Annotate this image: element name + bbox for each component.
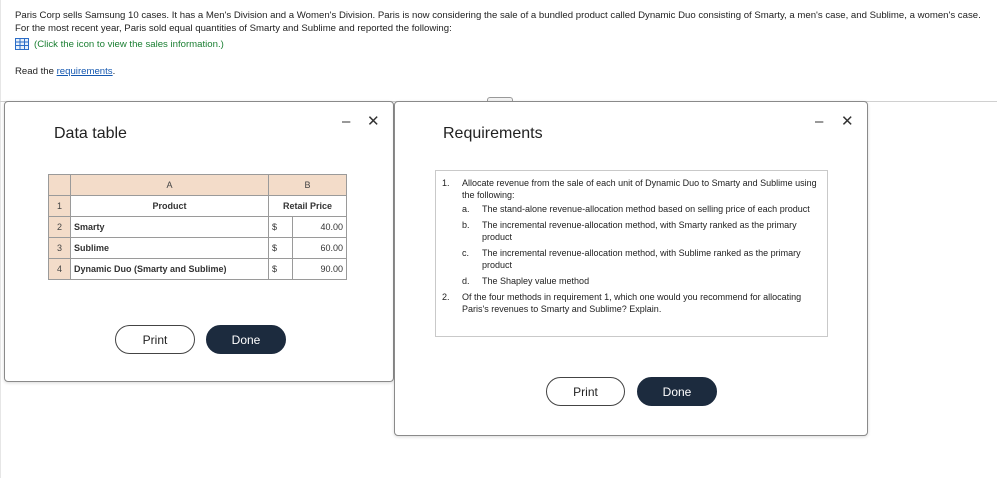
data-table-title: Data table [54, 125, 127, 142]
sub-requirement [462, 219, 819, 243]
row-number: 3 [49, 238, 71, 259]
sub-text: The incremental revenue-allocation method, with Sublime ranked as the primary product [482, 248, 801, 270]
requirement-text: Allocate revenue from the sale of each unit of Dynamic Duo to Smarty and Sublime using the following: [462, 178, 817, 200]
requirement-item [442, 177, 819, 201]
table-row [49, 259, 347, 280]
dollar-sign: $ [269, 238, 293, 259]
close-icon[interactable]: ✕ [841, 113, 854, 130]
page-left-border [0, 0, 1, 478]
sub-letter: c. [462, 248, 470, 258]
retail-price: 40.00 [293, 217, 347, 238]
table-row [49, 196, 347, 217]
dollar-sign: $ [269, 217, 293, 238]
sales-info-text[interactable]: (Click the icon to view the sales information.) [34, 38, 224, 50]
column-b-header: B [269, 175, 347, 196]
column-a-header: A [71, 175, 269, 196]
print-button[interactable]: Print [546, 377, 625, 406]
print-button[interactable]: Print [115, 325, 195, 354]
minimize-icon[interactable]: – [815, 113, 824, 130]
requirements-title: Requirements [443, 125, 543, 142]
done-button[interactable]: Done [637, 377, 717, 406]
requirements-link[interactable]: requirements [56, 66, 113, 77]
done-button[interactable]: Done [206, 325, 286, 354]
product-name: Sublime [71, 238, 269, 259]
requirement-number: 2. [442, 292, 450, 302]
sub-letter: a. [462, 204, 470, 214]
read-requirements-line [15, 66, 115, 77]
table-row [49, 217, 347, 238]
sub-letter: b. [462, 220, 470, 230]
requirement-number: 1. [442, 178, 450, 188]
product-header: Product [71, 196, 269, 217]
data-table-dialog [4, 101, 394, 382]
problem-intro-text: Paris Corp sells Samsung 10 cases. It has a Men's Division and a Women's Division. Paris is now considering the sale of a bundled product called Dynamic Duo consisting of Smarty, a men's case, and Sublime, a women's case. For the most recent year, Paris sold equal quantities of Smarty and Sublime and reported the following: [15, 10, 981, 34]
sales-data-table [48, 174, 347, 280]
sub-requirement [462, 203, 819, 215]
sub-requirement [462, 247, 819, 271]
product-name: Smarty [71, 217, 269, 238]
retail-price-header: Retail Price [269, 196, 347, 217]
table-grid-icon[interactable] [15, 38, 29, 50]
sub-requirement [462, 275, 819, 287]
row-number: 1 [49, 196, 71, 217]
column-header-row [49, 175, 347, 196]
dollar-sign: $ [269, 259, 293, 280]
read-prefix: Read the [15, 66, 57, 77]
close-icon[interactable]: ✕ [367, 113, 380, 130]
row-number: 4 [49, 259, 71, 280]
sub-text: The incremental revenue-allocation method, with Smarty ranked as the primary product [482, 220, 797, 242]
row-number: 2 [49, 217, 71, 238]
table-row [49, 238, 347, 259]
sales-info-link[interactable] [15, 38, 224, 50]
retail-price: 60.00 [293, 238, 347, 259]
sub-letter: d. [462, 276, 470, 286]
sub-text: The stand-alone revenue-allocation method based on selling price of each product [482, 204, 810, 214]
product-name: Dynamic Duo (Smarty and Sublime) [71, 259, 269, 280]
minimize-icon[interactable]: – [342, 113, 351, 130]
retail-price: 90.00 [293, 259, 347, 280]
read-suffix: . [112, 66, 116, 77]
requirements-list [435, 170, 828, 337]
corner-cell [49, 175, 71, 196]
requirement-item [442, 291, 819, 315]
sub-text: The Shapley value method [482, 276, 590, 286]
requirement-text: Of the four methods in requirement 1, which one would you recommend for allocating Paris's revenues to Smarty and Sublime? Explain. [462, 292, 802, 314]
requirements-dialog [394, 101, 868, 436]
